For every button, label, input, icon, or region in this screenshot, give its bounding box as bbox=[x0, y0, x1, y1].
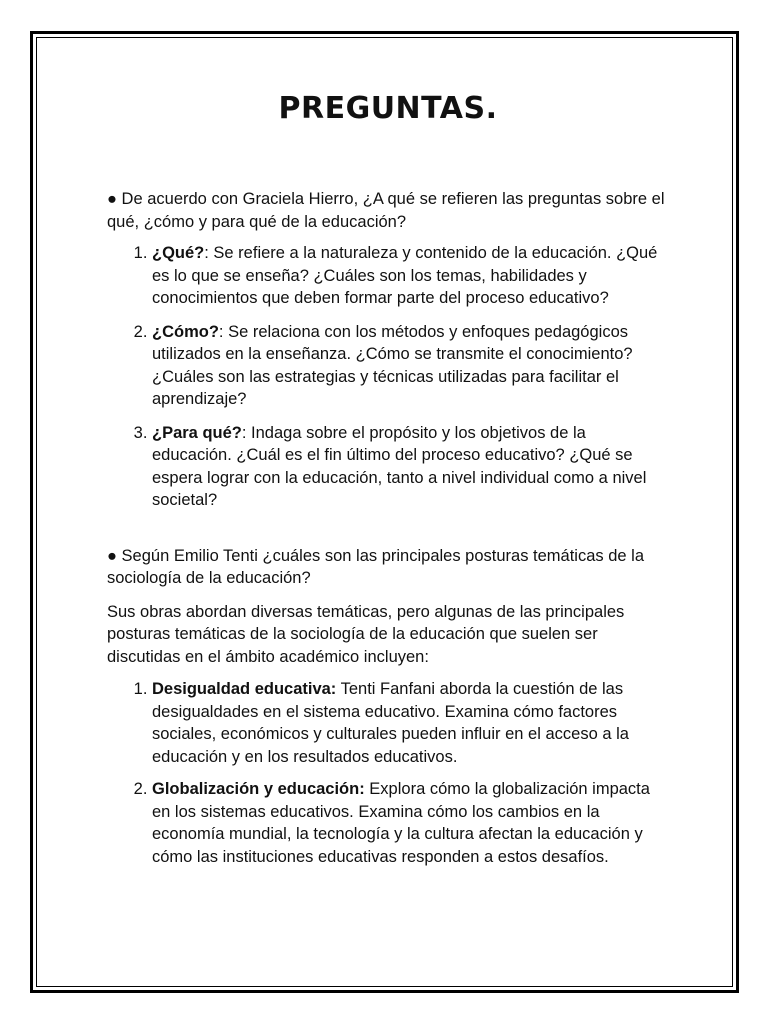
page-title: PREGUNTAS. bbox=[278, 91, 498, 126]
answer-que bbox=[152, 242, 667, 310]
question-2-intro: Sus obras abordan diversas temáticas, pero algunas de las principales posturas temáticas de la sociología de la educación que suelen ser discutidas en el ámbito académico incluyen: bbox=[107, 602, 625, 666]
question-1: ● De acuerdo con Graciela Hierro, ¿A qué se refieren las preguntas sobre el qué, ¿cómo y para qué de la educación? bbox=[107, 190, 665, 231]
answer-globalizacion bbox=[152, 778, 667, 868]
document-body bbox=[107, 88, 667, 878]
answer-term: ¿Cómo? bbox=[152, 322, 219, 341]
answer-text: Tenti Fanfani aborda la cuestión de las desigualdades en el sistema educativo. Examina cómo factores sociales, económicos y culturales pueden influir en el acceso a la educación y en los resultados educativos. bbox=[152, 680, 629, 766]
answer-term: Desigualdad educativa: bbox=[152, 680, 337, 698]
question-2: ● Según Emilio Tenti ¿cuáles son las principales posturas temáticas de la sociología de la educación? bbox=[107, 546, 645, 587]
answer-term: ¿Qué? bbox=[152, 244, 205, 262]
answer-para-que bbox=[152, 422, 667, 512]
answer-text: : Indaga sobre el propósito y los objetivos de la educación. ¿Cuál es el fin último del proceso educativo? ¿Qué se espera lograr con la educación, tanto a nivel individual como a nivel societal? bbox=[152, 423, 647, 509]
answer-term: ¿Para qué? bbox=[152, 423, 242, 442]
question-2-answers bbox=[107, 678, 667, 868]
answer-como bbox=[152, 321, 667, 411]
answer-text: : Se refiere a la naturaleza y contenido de la educación. ¿Qué es lo que se enseña? ¿Cuáles son los temas, habilidades y conocimientos que deben formar parte del proceso educativo? bbox=[152, 244, 658, 307]
question-1-answers bbox=[107, 242, 667, 512]
answer-desigualdad bbox=[152, 678, 667, 768]
answer-text: : Se relaciona con los métodos y enfoques pedagógicos utilizados en la enseñanza. ¿Cómo se transmite el conocimiento? ¿Cuáles son las estrategias y técnicas utilizadas para facilitar el aprendizaje? bbox=[152, 322, 633, 408]
answer-text: Explora cómo la globalización impacta en los sistemas educativos. Examina cómo los cambios en la economía mundial, la tecnología y la cultura afectan la educación y cómo las instituciones educativas responden a estos desafíos. bbox=[152, 780, 650, 866]
answer-term: Globalización y educación: bbox=[152, 780, 365, 798]
